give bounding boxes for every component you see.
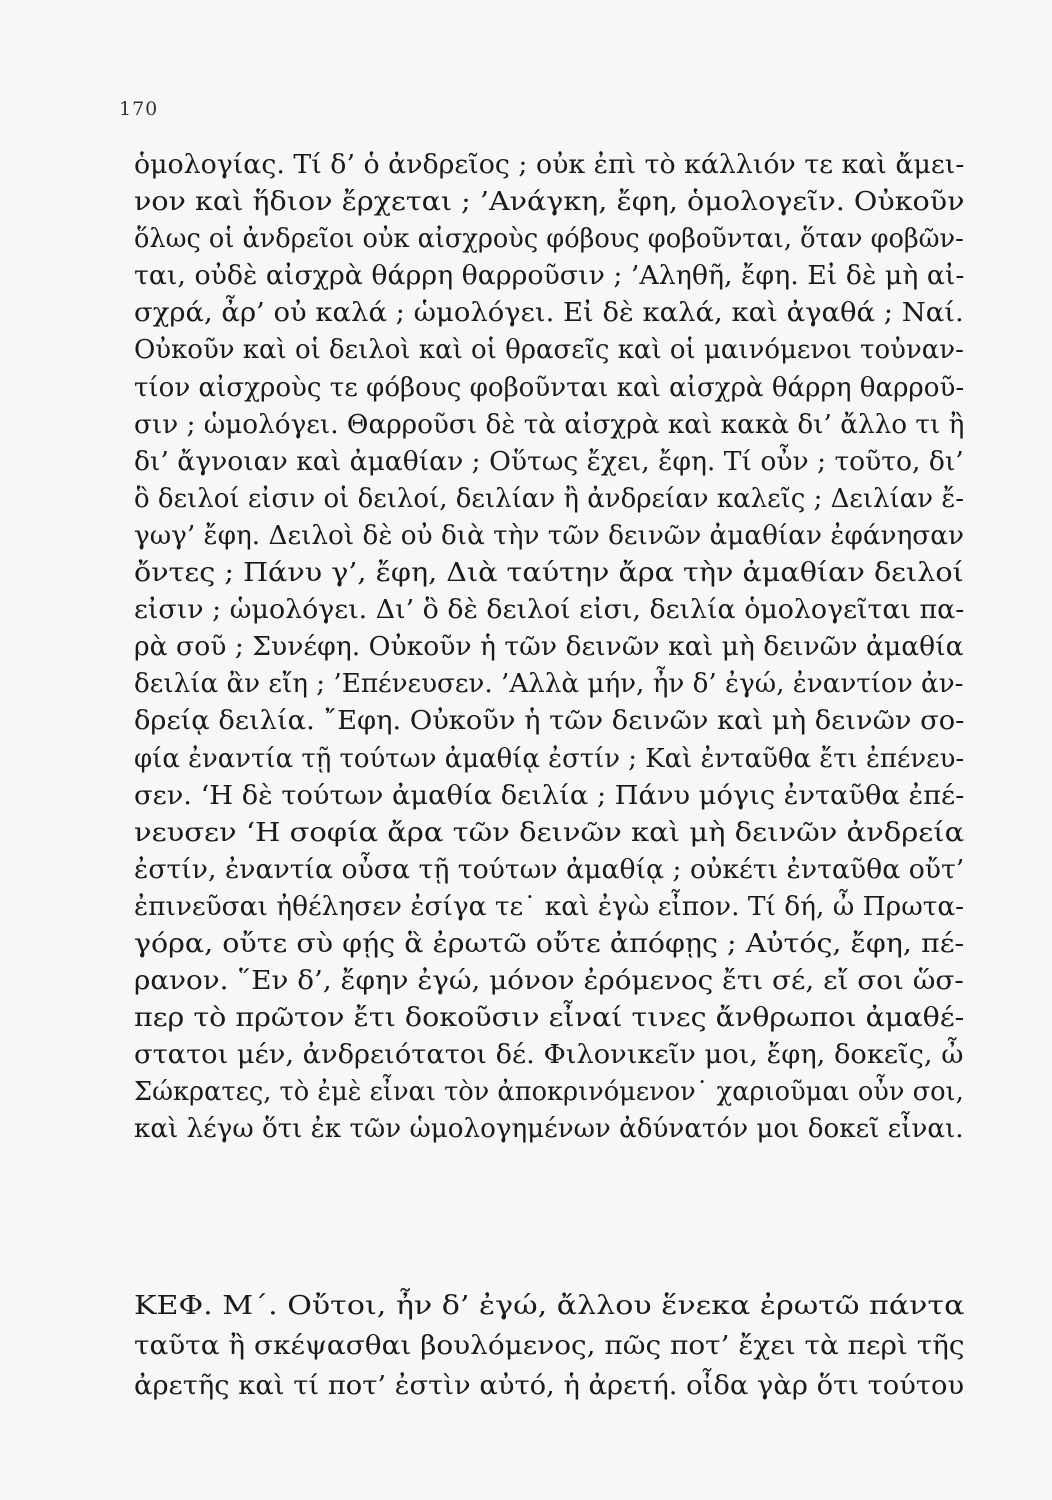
page-number: 170 [119, 98, 159, 120]
text-line: ὅλως οἱ ἀνδρεῖοι οὐκ αἰσχροὺς φόβους φοβοῦνται, ὅταν φοβῶν- [134, 223, 964, 255]
text-line: ἐπινεῦσαι ἠθέλησεν ἐσίγα τε˙ καὶ ἐγὼ εἶπον. Τί δή, ὦ Πρωτα- [134, 890, 965, 922]
text-line: ὃ δειλοί εἰσιν οἱ δειλοί, δειλίαν ἢ ἀνδρείαν καλεῖς ; Δειλίαν ἔ- [134, 482, 965, 514]
text-line: στατοι μέν, ἀνδρειότατοι δέ. Φιλονικεῖν μοι, ἔφη, δοκεῖς, ὦ [134, 1039, 964, 1071]
text-line: γωγ’ ἔφη. Δειλοὶ δὲ οὐ διὰ τὴν τῶν δεινῶν ἀμαθίαν ἐφάνησαν [134, 519, 964, 551]
text-line: ρὰ σοῦ ; Συνέφη. Οὐκοῦν ἡ τῶν δεινῶν καὶ μὴ δεινῶν ἀμαθία [134, 631, 964, 663]
text-line: τίον αἰσχροὺς τε φόβους φοβοῦνται καὶ αἰσχρὰ θάρρη θαρροῦ- [134, 371, 965, 403]
text-line: εἰσιν ; ὡμολόγει. Δι’ ὃ δὲ δειλοί εἰσι, δειλία ὁμολογεῖται πα- [134, 594, 965, 626]
text-line: Οὐκοῦν καὶ οἱ δειλοὶ καὶ οἱ θρασεῖς καὶ οἱ μαινόμενοι τοὐναν- [134, 334, 964, 366]
text-line: ὁμολογίας. Τί δ’ ὁ ἀνδρεῖος ; οὐκ ἐπὶ τὸ κάλλιόν τε καὶ ἄμει- [134, 149, 965, 180]
text-line: περ τὸ πρῶτον ἔτι δοκοῦσιν εἶναί τινες ἄνθρωποι ἀμαθέ- [134, 1002, 965, 1034]
chapter-heading-line: ΚΕΦ. Μ΄. Οὔτοι, ἦν δ’ ἐγώ, ἄλλου ἕνεκα ἐρωτῶ πάντα [134, 1290, 965, 1321]
text-line: σεν. ‘Η δὲ τούτων ἀμαθία δειλία ; Πάνυ μόγις ἐνταῦθα ἐπέ- [134, 779, 965, 811]
text-line: ρανον. ῞Εν δ’, ἔφην ἐγώ, μόνον ἐρόμενος ἔτι σέ, εἴ σοι ὥσ- [134, 965, 964, 997]
text-line: δι’ ἄγνοιαν καὶ ἀμαθίαν ; Οὕτως ἔχει, ἔφη. Τί οὖν ; τοῦτο, δι’ [134, 445, 964, 477]
chapter-paragraph [134, 1286, 964, 1406]
paragraph-main [134, 146, 964, 1148]
text-line: δρείᾳ δειλία. ῎Εφη. Οὐκοῦν ἡ τῶν δεινῶν καὶ μὴ δεινῶν σο- [134, 705, 965, 737]
text-line: φία ἐναντία τῇ τούτων ἀμαθίᾳ ἐστίν ; Καὶ ἐνταῦθα ἔτι ἐπένευ- [134, 742, 965, 774]
text-line: νευσεν ‘Η σοφία ἄρα τῶν δεινῶν καὶ μὴ δεινῶν ἀνδρεία [134, 816, 965, 848]
text-line: σχρά, ἆρ’ οὐ καλά ; ὡμολόγει. Εἰ δὲ καλά, καὶ ἀγαθά ; Ναί. [134, 297, 964, 329]
text-line: δειλία ἂν εἴη ; ’Επένευσεν. ’Αλλὰ μήν, ἦν δ’ ἐγώ, ἐναντίον ἀν- [134, 668, 964, 700]
text-line: σιν ; ὡμολόγει. Θαρροῦσι δὲ τὰ αἰσχρὰ καὶ κακὰ δι’ ἄλλο τι ἢ [134, 408, 965, 440]
text-line: καὶ λέγω ὅτι ἐκ τῶν ὡμολογημένων ἀδύνατόν μοι δοκεῖ εἶναι. [134, 1113, 964, 1145]
text-line: ἐστίν, ἐναντία οὖσα τῇ τούτων ἀμαθίᾳ ; οὐκέτι ἐνταῦθα οὔτ’ [134, 853, 965, 885]
text-line: νον καὶ ἥδιον ἔρχεται ; ’Ανάγκη, ἔφη, ὁμολογεῖν. Οὐκοῦν [134, 186, 965, 218]
text-line: Σώκρατες, τὸ ἐμὲ εἶναι τὸν ἀποκρινόμενον˙ χαριοῦμαι οὖν σοι, [134, 1076, 964, 1108]
text-line: ἀρετῆς καὶ τί ποτ’ ἐστὶν αὐτό, ἡ ἀρετή. οἶδα γὰρ ὅτι τούτου [134, 1370, 965, 1401]
text-line: ταῦτα ἢ σκέψασθαι βουλόμενος, πῶς ποτ’ ἔχει τὰ περὶ τῆς [134, 1330, 965, 1361]
text-line: γόρα, οὔτε σὺ φῄς ἃ ἐρωτῶ οὔτε ἀπόφῃς ; Αὐτός, ἔφη, πέ- [134, 927, 965, 959]
text-line: ὄντες ; Πάνυ γ’, ἔφη, Διὰ ταύτην ἄρα τὴν ἀμαθίαν δειλοί [134, 557, 964, 589]
text-line: ται, οὐδὲ αἰσχρὰ θάρρη θαρροῦσιν ; ’Αληθῆ, ἔφη. Εἰ δὲ μὴ αἰ- [134, 260, 965, 292]
